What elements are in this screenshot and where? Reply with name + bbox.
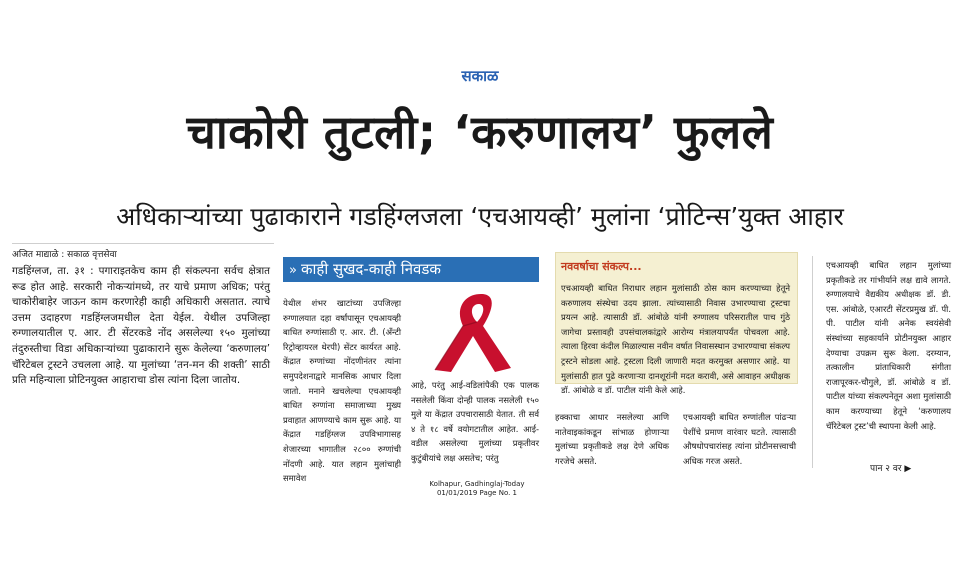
dateline-date: 01/01/2019 Page No. 1 [436,489,518,497]
byline: अजित माद्याळे : सकाळ वृत्तसेवा [12,250,117,260]
article-column-4: हक्काचा आधार नसलेल्या आणि नातेवाइकांकडून सांभाळ होणाऱ्या मुलांच्या प्रकृतीकडे लक्ष देणे अधिक गरजेचे असते. [555,412,669,466]
article-column-2: येथील शंभर खाटांच्या उपजिल्हा रुग्णालयात दहा वर्षांपासून एचआयव्ही बाधित रुग्णांसाठी ए. आर. टी. (अँन्टी रिट्रोव्हायरल थेरपी) सेंटर कार्यरत आहे. केंद्रात रुग्णांच्या नोंदणीनंतर त्यांना समुपदेशनाद्वारे मानसिक आधार दिला जातो. मनाने खचलेल्या एचआयव्ही बाधित रुग्णांना समाजाच्या मुख्य प्रवाहात आणण्याचे काम सुरू आहे. या केंद्रात गडहिंग्लज उपविभागासह शेजारच्या भागातील २८०० रुग्णांची नोंदणी आहे. यात लहान मुलांचाही समावेश [283,298,401,484]
article-column-6: एचआयव्ही बाधित लहान मुलांच्या प्रकृतीकडे तर गांभीर्याने लक्ष द्यावे लागते. रुग्णालयाचे वैद्यकीय अधीक्षक डॉ. डी. एस. आंबोळे, एआरटी सेंटरप्रमुख डॉ. पी. पी. पाटील यांनी अनेक स्वयंसेवी संस्थांच्या सहकार्याने प्रोटीनयुक्त आहार देण्याचा उपक्रम सुरू केला. दरम्यान, तत्कालीन प्रांताधिकारी संगीता राजापूरकर-चौगुले, डॉ. आंबोळे व डॉ. पाटील यांच्या संकल्पनेतून अशा मुलांसाठी काम करण्याच्या हेतूने ‘करुणालय चॅरिटेबल ट्रस्ट’ची स्थापना केली आहे. [826,260,951,431]
section-heading-band [283,257,539,282]
column-rule [812,256,813,468]
red-ribbon-image [411,288,538,376]
subheadline: अधिकाऱ्यांच्या पुढाकाराने गडहिंग्लजला ‘एचआयव्ही’ मुलांना ‘प्रोटिन्स’युक्त आहार [116,202,844,231]
newspaper-masthead: सकाळ [461,67,499,85]
continued-on-page-note: पान २ वर ▶ [870,464,912,474]
byline-rule [12,243,274,244]
sidebar-box-text: एचआयव्ही बाधित निराधार लहान मुलांसाठी ठोस काम करण्याच्या हेतूने करुणालय संस्थेचा उदय झाला. त्यांच्यासाठी निवास उभारण्याचा ट्रस्टचा प्रयत्न आहे. त्यासाठी डॉ. आंबोळे यांनी रुग्णालय परिसरातील पाच गुंठे जागेचा प्रस्तावही उपसंचालकांद्वारे आरोग्य मंत्रालयापर्यंत पोचवला आहे. त्याला हिरवा कंदील मिळाल्यास नवीन वर्षात निवासस्थान उभारण्याचा संकल्प ट्रस्टने सोडला आहे. ट्रस्टला दिली जाणारी मदत करमुक्त असणार आहे. या मुलांसाठी हात पुढे करणाऱ्या दानशूरांनी मदत करावी, असे आवाहन अधीक्षक डॉ. आंबोळे व डॉ. पाटील यांनी केले आहे. [561,283,790,396]
double-chevron-icon: » [289,263,297,278]
sidebar-box-title: नववर्षाचा संकल्प... [561,260,642,273]
section-heading: काही सुखद-काही निवडक [300,260,441,278]
article-column-5: एचआयव्ही बाधित रुग्णांतील पांढऱ्या पेशींचे प्रमाण वारंवार घटते. त्यासाठी औषधोपचारांसह त्यांना प्रोटीनसत्त्वाची अधिक गरज असते. [683,412,796,466]
article-column-3: आहे, परंतु आई-वडिलांपैकी एक पालक नसलेली किंवा दोन्ही पालक नसलेली १५० मुले या केंद्रात उपचारासाठी येतात. ती सर्व ४ ते १८ वर्षे वयोगटातील आहेत. आई-वडील असलेल्या मुलांच्या प्रकृतीवर कुटुंबीयांचे लक्ष असतेच; परंतु [411,380,539,463]
dateline [402,480,552,498]
headline: चाकोरी तुटली; ‘करुणालय’ फुलले [186,105,774,159]
dateline-place: Kolhapur, Gadhinglaj-Today [429,480,525,488]
lead-article-text: गडहिंग्लज, ता. ३१ : पगाराइतकेच काम ही संकल्पना सर्वच क्षेत्रात रूढ होत आहे. सरकारी नोकऱ्यांमध्ये, तर याचे प्रमाण अधिक; परंतु चाकोरीबाहेर जाऊन काम करणारेही काही अधिकारी असतात. त्याचे उत्तम उदाहरण गडहिंग्लजमधील देता येईल. येथील उपजिल्हा रुग्णालयातील ए. आर. टी सेंटरकडे नोंद असलेल्या १५० मुलांच्या तंदुरुस्तीचा विडा अधिकाऱ्यांच्या पुढाकाराने सुरू केलेल्या ‘करुणालय’ चॅरिटेबल ट्रस्टने उचलला आहे. या मुलांच्या ‘तन-मन की शक्ती’ साठी प्रति महिन्याला प्रोटिनयुक्त आहाराचा डोस त्यांना दिला जातोय. [12,265,270,387]
